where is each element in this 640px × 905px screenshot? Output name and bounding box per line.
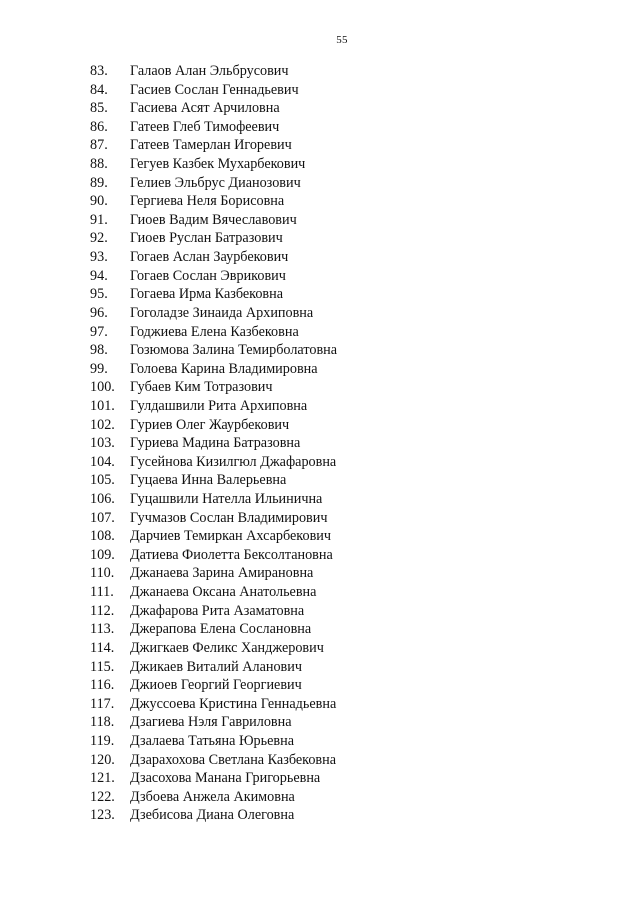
person-name: Гасиев Сослан Геннадьевич [130, 81, 299, 98]
list-item [90, 267, 337, 286]
person-name: Гуриев Олег Жаурбекович [130, 416, 290, 433]
list-item [90, 564, 337, 583]
item-number: 97. [90, 323, 108, 340]
list-item [90, 658, 337, 677]
list-item [90, 490, 337, 509]
list-item [90, 751, 337, 770]
list-item [90, 118, 337, 137]
person-name: Гелиев Эльбрус Дианозович [130, 174, 301, 191]
item-number: 107. [90, 509, 115, 526]
person-name: Гатеев Тамерлан Игоревич [130, 137, 292, 154]
list-item [90, 378, 337, 397]
item-number: 100. [90, 379, 115, 396]
item-number: 109. [90, 546, 115, 563]
person-name: Гасиева Асят Арчиловна [130, 100, 280, 117]
list-item [90, 360, 337, 379]
name-list [90, 62, 337, 825]
item-number: 95. [90, 286, 108, 303]
item-number: 102. [90, 416, 115, 433]
item-number: 93. [90, 249, 108, 266]
item-number: 120. [90, 751, 115, 768]
item-number: 94. [90, 267, 108, 284]
list-item [90, 509, 337, 528]
list-item [90, 229, 337, 248]
person-name: Голоева Карина Владимировна [130, 360, 318, 377]
item-number: 91. [90, 211, 108, 228]
list-item [90, 323, 337, 342]
person-name: Гергиева Неля Борисовна [130, 193, 285, 210]
person-name: Датиева Фиолетта Бексолтановна [130, 546, 333, 563]
person-name: Джуссоева Кристина Геннадьевна [130, 695, 337, 712]
list-item [90, 583, 337, 602]
list-item [90, 453, 337, 472]
page-number: 55 [336, 34, 348, 46]
item-number: 84. [90, 81, 108, 98]
list-item [90, 397, 337, 416]
list-item [90, 81, 337, 100]
item-number: 101. [90, 397, 115, 414]
item-number: 96. [90, 304, 108, 321]
person-name: Гозюмова Залина Темирболатовна [130, 342, 338, 359]
list-item [90, 155, 337, 174]
list-item [90, 341, 337, 360]
person-name: Годжиева Елена Казбековна [130, 323, 299, 340]
item-number: 110. [90, 565, 115, 582]
list-item [90, 602, 337, 621]
item-number: 116. [90, 677, 115, 694]
list-item [90, 416, 337, 435]
item-number: 99. [90, 360, 108, 377]
person-name: Гогаева Ирма Казбековна [130, 286, 284, 303]
list-item [90, 620, 337, 639]
list-item [90, 806, 337, 825]
list-item [90, 174, 337, 193]
list-item [90, 62, 337, 81]
list-item [90, 639, 337, 658]
item-number: 92. [90, 230, 108, 247]
list-item [90, 471, 337, 490]
person-name: Гуцаева Инна Валерьевна [130, 472, 287, 489]
person-name: Гоголадзе Зинаида Архиповна [130, 304, 314, 321]
item-number: 115. [90, 658, 115, 675]
person-name: Джанаева Зарина Амирановна [130, 565, 314, 582]
item-number: 83. [90, 63, 108, 79]
list-item [90, 99, 337, 118]
person-name: Джафарова Рита Азаматовна [130, 602, 305, 619]
item-number: 112. [90, 602, 115, 619]
item-number: 113. [90, 621, 115, 638]
list-item [90, 676, 337, 695]
list-item [90, 248, 337, 267]
list-item [90, 769, 337, 788]
person-name: Гуриева Мадина Батразовна [130, 435, 301, 452]
item-number: 98. [90, 342, 108, 359]
list-item [90, 788, 337, 807]
list-item [90, 695, 337, 714]
item-number: 123. [90, 807, 115, 824]
list-item [90, 732, 337, 751]
person-name: Гогаев Аслан Заурбекович [130, 249, 289, 266]
person-name: Джигкаев Феликс Ханджерович [130, 639, 324, 656]
person-name: Джерапова Елена Сослановна [130, 621, 312, 638]
item-number: 105. [90, 472, 115, 489]
item-number: 117. [90, 695, 115, 712]
person-name: Губаев Ким Тотразович [130, 379, 273, 396]
list-item [90, 192, 337, 211]
item-number: 89. [90, 174, 108, 191]
person-name: Гуцашвили Нателла Ильинична [130, 491, 323, 508]
person-name: Джанаева Оксана Анатольевна [130, 584, 317, 601]
person-name: Дзбоева Анжела Акимовна [130, 788, 295, 805]
item-number: 90. [90, 193, 108, 210]
person-name: Дзебисова Диана Олеговна [130, 807, 295, 824]
list-item [90, 434, 337, 453]
person-name: Джиоев Георгий Георгиевич [130, 677, 302, 694]
person-name: Дарчиев Темиркан Ахсарбекович [130, 528, 331, 545]
person-name: Гогаев Сослан Эврикович [130, 267, 286, 284]
person-name: Гусейнова Кизилгюл Джафаровна [130, 453, 337, 470]
person-name: Гатеев Глеб Тимофеевич [130, 118, 280, 135]
person-name: Дзарахохова Светлана Казбековна [130, 751, 337, 768]
item-number: 111. [90, 584, 114, 601]
item-number: 114. [90, 639, 115, 656]
item-number: 108. [90, 528, 115, 545]
person-name: Гиоев Вадим Вячеславович [130, 211, 297, 228]
list-item [90, 304, 337, 323]
person-name: Дзасохова Манана Григорьевна [130, 770, 321, 787]
item-number: 119. [90, 732, 115, 749]
item-number: 121. [90, 770, 115, 787]
person-name: Гулдашвили Рита Архиповна [130, 397, 308, 414]
person-name: Дзагиева Нэля Гавриловна [130, 714, 292, 731]
list-item [90, 285, 337, 304]
item-number: 103. [90, 435, 115, 452]
item-number: 85. [90, 100, 108, 117]
person-name: Гиоев Руслан Батразович [130, 230, 283, 247]
list-item [90, 527, 337, 546]
item-number: 106. [90, 491, 115, 508]
person-name: Гегуев Казбек Мухарбекович [130, 156, 306, 173]
person-name: Галаов Алан Эльбрусович [130, 63, 289, 79]
list-item [90, 211, 337, 230]
item-number: 118. [90, 714, 115, 731]
item-number: 122. [90, 788, 115, 805]
person-name: Гучмазов Сослан Владимирович [130, 509, 328, 526]
item-number: 87. [90, 137, 108, 154]
list-item [90, 546, 337, 565]
list-item [90, 136, 337, 155]
item-number: 88. [90, 156, 108, 173]
list-item [90, 713, 337, 732]
person-name: Джикаев Виталий Аланович [130, 658, 302, 675]
person-name: Дзалаева Татьяна Юрьевна [130, 732, 294, 749]
item-number: 86. [90, 118, 108, 135]
item-number: 104. [90, 453, 115, 470]
